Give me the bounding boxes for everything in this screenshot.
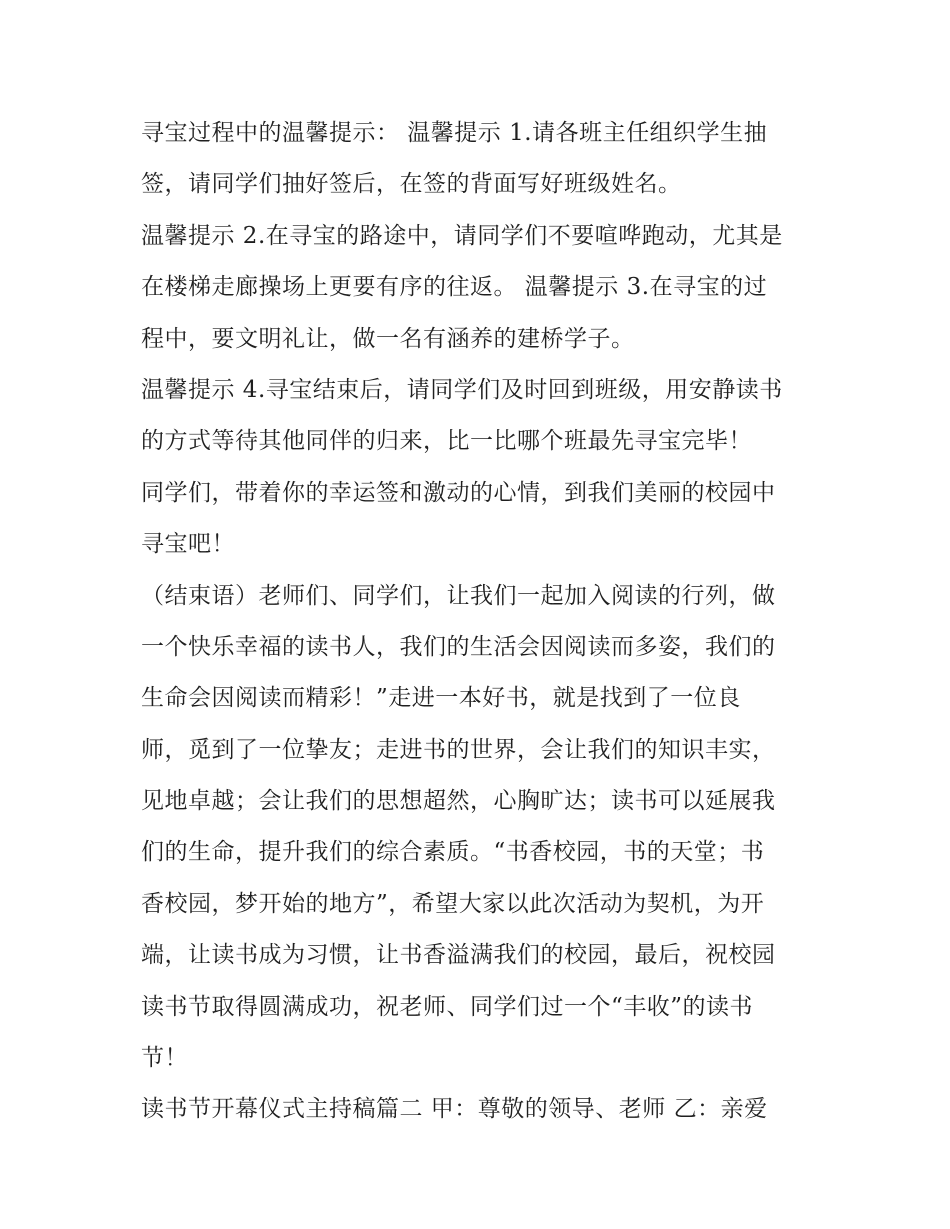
text-line: 寻宝过程中的温馨提示： 温馨提示 1.请各班主任组织学生抽	[141, 120, 768, 146]
text-line: 在楼梯走廊操场上更要有序的往返。 温馨提示 3.在寻宝的过	[141, 274, 768, 301]
text-line: 端，让读书成为习惯，让书香溢满我们的校园，最后，祝校园	[141, 942, 776, 969]
text-line: 一个快乐幸福的读书人，我们的生活会因阅读而多姿，我们的	[141, 633, 776, 660]
text-line: 同学们，带着你的幸运签和激动的心情，到我们美丽的校园中	[141, 479, 776, 506]
document-body	[141, 108, 821, 1136]
text-line: 程中，要文明礼让，做一名有涵养的建桥学子。	[141, 325, 635, 352]
text-line: 们的生命，提升我们的综合素质。“书香校园，书的天堂；书	[141, 839, 765, 866]
text-line: 香校园，梦开始的地方”，希望大家以此次活动为契机，为开	[141, 890, 765, 917]
text-line: 寻宝吧！	[141, 531, 235, 558]
text-line: （结束语）老师们、同学们，让我们一起加入阅读的行列，做	[141, 582, 776, 609]
text-line: 温馨提示 2.在寻宝的路途中，请同学们不要喧哗跑动，尤其是	[141, 222, 783, 249]
text-line: 签，请同学们抽好签后，在签的背面写好班级姓名。	[141, 171, 682, 198]
text-line: 生命会因阅读而精彩！”走进一本好书，就是找到了一位良	[141, 685, 741, 712]
text-line: 温馨提示 4.寻宝结束后，请同学们及时回到班级，用安静读书	[141, 376, 783, 403]
text-line: 节！	[141, 1045, 188, 1072]
text-line: 读书节取得圆满成功，祝老师、同学们过一个“丰收”的读书	[141, 993, 754, 1020]
text-line: 读书节开幕仪式主持稿篇二 甲：尊敬的领导、老师 乙：亲爱	[141, 1096, 768, 1123]
text-line: 师，觅到了一位挚友；走进书的世界，会让我们的知识丰实，	[141, 736, 776, 763]
text-line: 见地卓越；会让我们的思想超然，心胸旷达；读书可以延展我	[141, 788, 776, 815]
text-line: 的方式等待其他同伴的归来，比一比哪个班最先寻宝完毕！	[141, 428, 752, 455]
